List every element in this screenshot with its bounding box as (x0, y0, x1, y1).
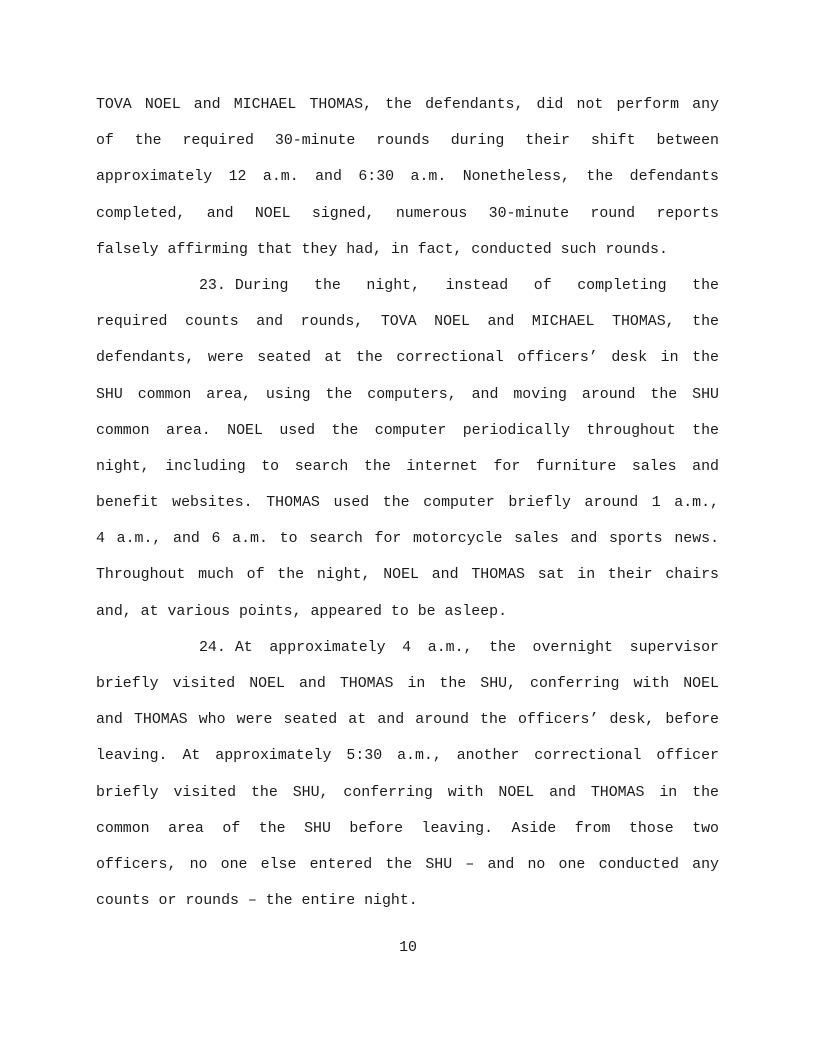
text-line-first (96, 630, 719, 666)
paragraph-number: 24. (199, 639, 226, 656)
text-line: common area. NOEL used the computer periodically throughout the (96, 422, 719, 439)
text-line: and, at various points, appeared to be asleep. (96, 603, 508, 620)
text-line: of the required 30-minute rounds during their shift between (96, 133, 719, 150)
text-line: At approximately 4 a.m., the overnight supervisor (234, 639, 719, 656)
paragraph-23 (96, 268, 719, 630)
paragraph-continuation (96, 87, 719, 268)
text-line: During the night, instead of completing the (234, 277, 719, 294)
page-number: 10 (399, 940, 417, 956)
text-line: officers, no one else entered the SHU – and no one conducted any (96, 856, 719, 873)
text-line: SHU common area, using the computers, and moving around the SHU (96, 386, 719, 403)
paragraph-number: 23. (199, 277, 226, 294)
text-line: Throughout much of the night, NOEL and THOMAS sat in their chairs (96, 567, 719, 584)
text-line: leaving. At approximately 5:30 a.m., another correctional officer (96, 748, 719, 765)
text-line: benefit websites. THOMAS used the computer briefly around 1 a.m., (96, 495, 719, 512)
text-line: 4 a.m., and 6 a.m. to search for motorcycle sales and sports news. (96, 531, 719, 548)
text-line-first (96, 268, 719, 304)
text-line: briefly visited the SHU, conferring with NOEL and THOMAS in the (96, 784, 719, 801)
text-line: required counts and rounds, TOVA NOEL and MICHAEL THOMAS, the (96, 314, 719, 331)
text-line: briefly visited NOEL and THOMAS in the SHU, conferring with NOEL (96, 676, 719, 692)
text-line: TOVA NOEL and MICHAEL THOMAS, the defendants, did not perform any (96, 97, 719, 113)
text-line: completed, and NOEL signed, numerous 30-minute round reports (96, 205, 719, 222)
text-line: falsely affirming that they had, in fact, conducted such rounds. (96, 241, 668, 258)
text-line: and THOMAS who were seated at and around the officers’ desk, before (96, 712, 719, 729)
text-line: common area of the SHU before leaving. Aside from those two (96, 820, 719, 837)
text-line: defendants, were seated at the correctional officers’ desk in the (96, 350, 719, 367)
text-line: counts or rounds – the entire night. (96, 893, 418, 910)
paragraph-24 (96, 630, 719, 920)
text-line: approximately 12 a.m. and 6:30 a.m. Nonetheless, the defendants (96, 169, 719, 186)
text-line: night, including to search the internet for furniture sales and (96, 458, 719, 475)
document-body (96, 87, 719, 919)
